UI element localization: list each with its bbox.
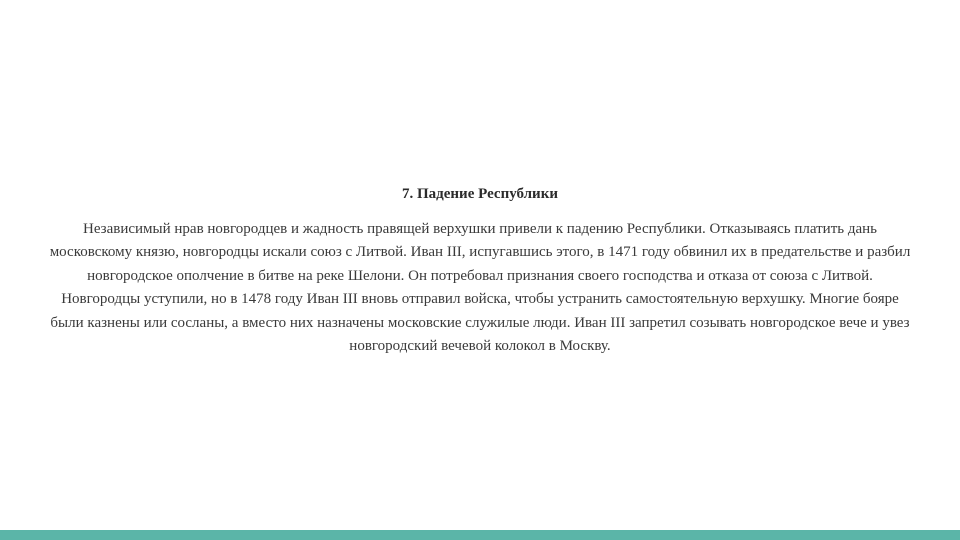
slide-content [48,183,912,358]
slide-title: 7. Падение Республики [402,186,558,202]
accent-bar [0,530,960,540]
slide-body-text: Независимый нрав новгородцев и жадность правящей верхушки привели к падению Республики. Отказываясь платить дань московскому князю, новгородцы искали союз с Литвой. Иван III, испугавшись этого, в 1471 году обвинил их в предательстве и разбил новгородское ополчение в битве на реке Шелони. Он потребовал признания своего господства и отказа от союза с Литвой. Новгородцы уступили, но в 1478 году Иван III вновь отправил войска, чтобы устранить самостоятельную верхушку. Многие бояре были казнены или сосланы, а вместо них назначены московские служилые люди. Иван III запретил созывать новгородское вече и увез новгородский вечевой колокол в Москву. [49,221,911,355]
